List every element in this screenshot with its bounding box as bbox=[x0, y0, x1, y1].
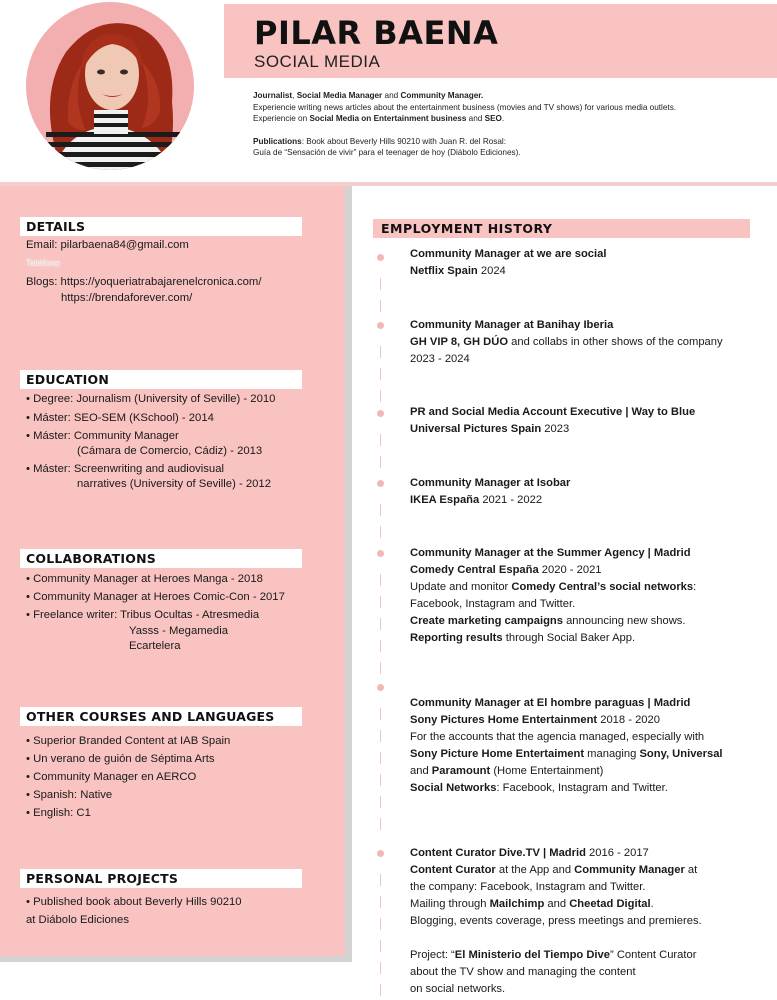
job-title: Content Curator Dive.TV | Madrid 2016 - 2017 bbox=[410, 847, 649, 859]
summary-line-2: Experiencie writing news articles about the entertainment business (movies and TV shows) for various media outlets. bbox=[253, 102, 677, 112]
course-item: • Spanish: Native bbox=[26, 789, 113, 801]
timeline-dash bbox=[380, 574, 381, 586]
timeline-dash bbox=[380, 368, 381, 380]
timeline-dash bbox=[380, 434, 381, 446]
job-entry bbox=[410, 545, 765, 647]
timeline-dash bbox=[380, 708, 381, 720]
timeline-dash bbox=[380, 984, 381, 996]
blogs-label: Blogs: bbox=[26, 276, 58, 288]
publications-line-2: Guía de “Sensación de vivir” para el teenager de hoy (Diábolo Ediciones). bbox=[253, 148, 521, 158]
name-banner bbox=[224, 4, 777, 78]
job-desc: Sony Picture Home Entertaiment managing Sony, Universal bbox=[410, 748, 723, 760]
timeline-dash bbox=[380, 874, 381, 886]
timeline bbox=[379, 242, 382, 1000]
projects-heading: PERSONAL PROJECTS bbox=[20, 869, 302, 888]
project-item-cont: at Diábolo Ediciones bbox=[26, 914, 129, 926]
timeline-dash bbox=[380, 640, 381, 652]
job-entry bbox=[410, 246, 765, 280]
job-entry bbox=[410, 475, 765, 509]
timeline-dash bbox=[380, 278, 381, 290]
timeline-dot bbox=[377, 254, 384, 261]
timeline-dash bbox=[380, 896, 381, 908]
job-desc: Mailing through Mailchimp and Cheetad Digital. bbox=[410, 898, 654, 910]
job-title: Community Manager at Isobar bbox=[410, 477, 571, 489]
summary-line-3: Experiencie on Social Media on Entertainment business and SEO. bbox=[253, 114, 505, 124]
timeline-dash bbox=[380, 526, 381, 538]
job-dates: 2023 - 2024 bbox=[410, 353, 470, 365]
job-entry bbox=[410, 845, 765, 998]
course-item: • English: C1 bbox=[26, 807, 91, 819]
collaboration-item: • Community Manager at Heroes Comic-Con - 2017 bbox=[26, 591, 285, 603]
job-desc: on social networks. bbox=[410, 983, 506, 995]
job-desc: Reporting results through Social Baker App. bbox=[410, 632, 636, 644]
job-desc: Blogging, events coverage, press meetings and premieres. bbox=[410, 915, 702, 927]
timeline-dash bbox=[380, 730, 381, 742]
collaboration-item-cont: Yasss - Megamedia bbox=[129, 625, 228, 637]
timeline-dash bbox=[380, 818, 381, 830]
job-title: Community Manager at we are social bbox=[410, 248, 607, 260]
profile-photo bbox=[26, 2, 194, 170]
education-item: • Degree: Journalism (University of Seville) - 2010 bbox=[26, 393, 276, 405]
job-company: IKEA España 2021 - 2022 bbox=[410, 494, 543, 506]
timeline-dash bbox=[380, 456, 381, 468]
timeline-dot bbox=[377, 480, 384, 487]
job-entry bbox=[410, 695, 765, 797]
timeline-dash bbox=[380, 346, 381, 358]
job-desc: Create marketing campaigns announcing new shows. bbox=[410, 615, 686, 627]
job-desc: about the TV show and managing the content bbox=[410, 966, 636, 978]
collaborations-heading: COLLABORATIONS bbox=[20, 549, 302, 568]
timeline-dash bbox=[380, 300, 381, 312]
sidebar-shadow bbox=[345, 186, 352, 962]
timeline-dot bbox=[377, 550, 384, 557]
project-item: • Published book about Beverly Hills 90210 bbox=[26, 896, 242, 908]
job-company: Sony Pictures Home Entertainment 2018 - 2020 bbox=[410, 714, 660, 726]
job-desc: Content Curator at the App and Community Manager at bbox=[410, 864, 698, 876]
timeline-dash bbox=[380, 752, 381, 764]
job-company: GH VIP 8, GH DÚO and collabs in other shows of the company bbox=[410, 336, 723, 348]
timeline-dash bbox=[380, 618, 381, 630]
job-entry bbox=[410, 317, 765, 368]
education-item-cont: (Cámara de Comercio, Cádiz) - 2013 bbox=[77, 445, 263, 457]
education-item: • Máster: Community Manager bbox=[26, 430, 179, 442]
person-role: SOCIAL MEDIA bbox=[254, 52, 381, 71]
education-item-cont: narratives (University of Seville) - 2012 bbox=[77, 478, 271, 490]
job-desc: For the accounts that the agencia managed, especially with bbox=[410, 731, 705, 743]
job-title: Community Manager at Banihay Iberia bbox=[410, 319, 614, 331]
job-title: Community Manager at the Summer Agency | Madrid bbox=[410, 547, 691, 559]
person-name: PILAR BAENA bbox=[254, 14, 499, 52]
course-item: • Un verano de guión de Séptima Arts bbox=[26, 753, 215, 765]
timeline-dot bbox=[377, 684, 384, 691]
timeline-dash bbox=[380, 390, 381, 402]
job-desc: Facebook, Instagram and Twitter. bbox=[410, 598, 576, 610]
job-title: PR and Social Media Account Executive | Way to Blue bbox=[410, 406, 696, 418]
course-item: • Superior Branded Content at IAB Spain bbox=[26, 735, 231, 747]
job-title: Community Manager at El hombre paraguas | Madrid bbox=[410, 697, 691, 709]
job-desc: Update and monitor Comedy Central’s social networks: bbox=[410, 581, 697, 593]
timeline-dash bbox=[380, 918, 381, 930]
education-item: • Máster: SEO-SEM (KSchool) - 2014 bbox=[26, 412, 214, 424]
phone-blurred: Teléfono bbox=[26, 258, 61, 268]
blog-link-1[interactable]: https://yoqueriatrabajarenelcronica.com/ bbox=[60, 276, 262, 288]
details-heading: DETAILS bbox=[20, 217, 302, 236]
course-item: • Community Manager en AERCO bbox=[26, 771, 197, 783]
education-item: • Máster: Screenwriting and audiovisual bbox=[26, 463, 224, 475]
job-desc: the company: Facebook, Instagram and Twitter. bbox=[410, 881, 646, 893]
collaboration-item-cont: Ecartelera bbox=[129, 640, 181, 652]
job-company: Universal Pictures Spain 2023 bbox=[410, 423, 570, 435]
blog-link-2[interactable]: https://brendaforever.com/ bbox=[61, 292, 193, 304]
job-entry bbox=[410, 404, 765, 438]
timeline-dash bbox=[380, 962, 381, 974]
summary-line-1: Journalist, Social Media Manager and Community Manager. bbox=[253, 91, 484, 100]
timeline-dash bbox=[380, 774, 381, 786]
education-heading: EDUCATION bbox=[20, 370, 302, 389]
email-text[interactable]: Email: pilarbaena84@gmail.com bbox=[26, 239, 189, 251]
timeline-dash bbox=[380, 662, 381, 674]
job-company: Comedy Central España 2020 - 2021 bbox=[410, 564, 602, 576]
timeline-dash bbox=[380, 940, 381, 952]
job-company: Netflix Spain 2024 bbox=[410, 265, 506, 277]
sidebar-shadow-bottom bbox=[0, 956, 352, 962]
summary bbox=[253, 90, 768, 159]
timeline-dot bbox=[377, 850, 384, 857]
job-desc: and Paramount (Home Entertainment) bbox=[410, 765, 604, 777]
job-desc: Project: “El Ministerio del Tiempo Dive” Content Curator bbox=[410, 949, 697, 961]
timeline-dot bbox=[377, 410, 384, 417]
job-desc: Social Networks: Facebook, Instagram and Twitter. bbox=[410, 782, 668, 794]
courses-heading: OTHER COURSES AND LANGUAGES bbox=[20, 707, 302, 726]
publications-line-1: Publications: Book about Beverly Hills 90210 with Juan R. del Rosal: bbox=[253, 136, 507, 146]
timeline-dash bbox=[380, 796, 381, 808]
timeline-dash bbox=[380, 504, 381, 516]
employment-heading: EMPLOYMENT HISTORY bbox=[373, 219, 750, 238]
collaboration-item: • Freelance writer: Tribus Ocultas - Atresmedia bbox=[26, 609, 260, 621]
portrait-illustration bbox=[26, 2, 194, 170]
timeline-dot bbox=[377, 322, 384, 329]
timeline-dash bbox=[380, 596, 381, 608]
collaboration-item: • Community Manager at Heroes Manga - 2018 bbox=[26, 573, 263, 585]
